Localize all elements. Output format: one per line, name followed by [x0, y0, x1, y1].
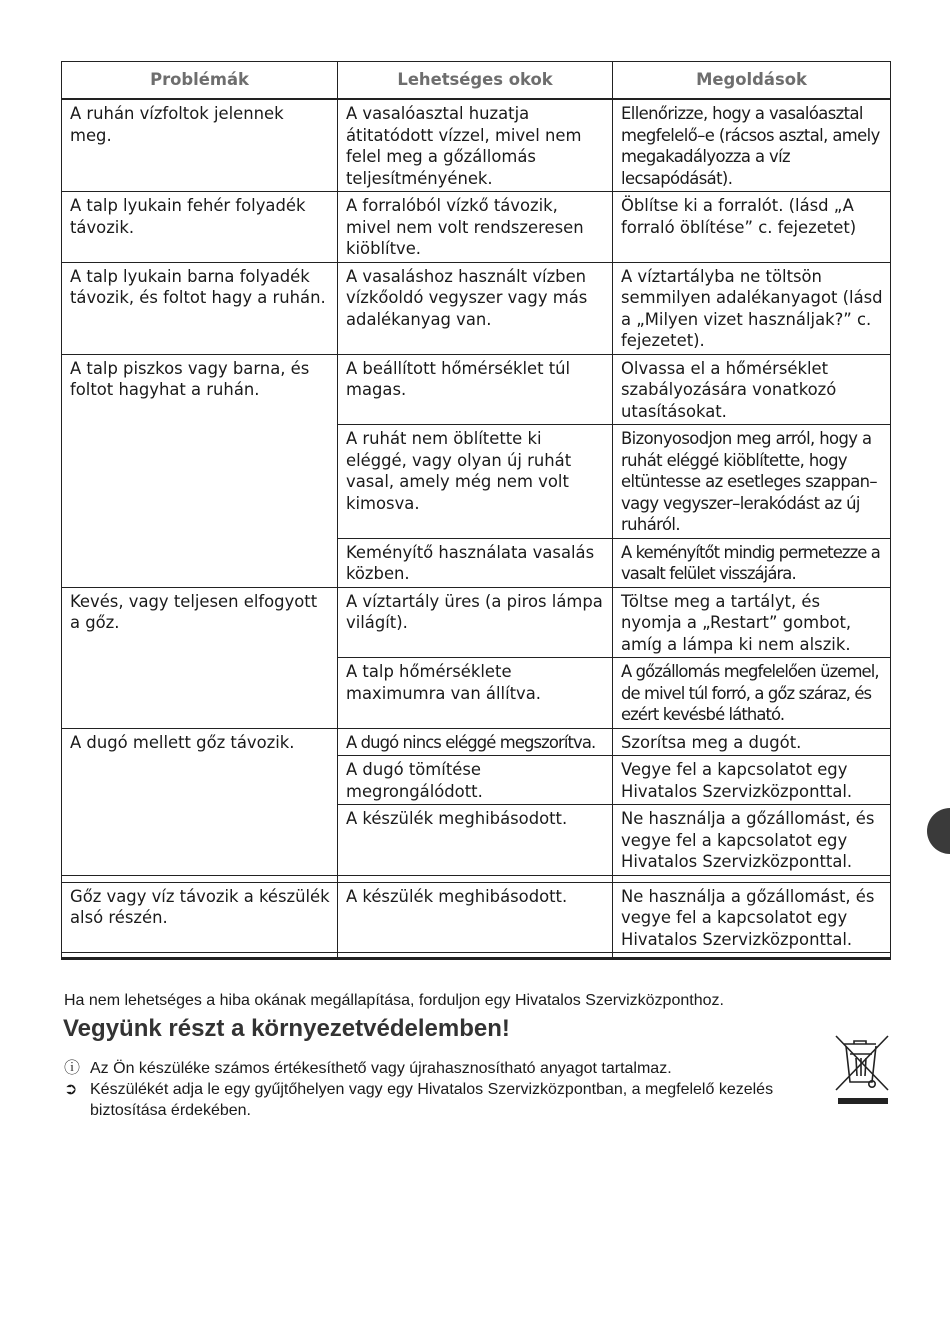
- solution-cell: A víztartályba ne töltsön semmilyen adalékanyagot (lásd a „Milyen vizet használjak?” c. fejezetet).: [613, 262, 891, 354]
- solution-cell: Ne használja a gőzállomást, és vegye fel a kapcsolatot egy Hivatalos Szervizközponttal.: [613, 882, 891, 953]
- solution-cell: A gőzállomás megfelelően üzemel, de mivel túl forró, a gőz száraz, és ezért kevésbé látható.: [613, 658, 891, 729]
- cause-cell: A ruhát nem öblítette ki eléggé, vagy olyan új ruhát vasal, amely még nem volt kimosva.: [338, 425, 613, 539]
- list-item: [64, 1058, 784, 1079]
- cause-cell: A víztartály üres (a piros lámpa világít).: [338, 587, 613, 658]
- problem-cell: A talp lyukain barna folyadék távozik, és foltot hagy a ruhán.: [62, 262, 338, 354]
- header-solutions: Megoldások: [613, 62, 891, 100]
- cause-cell: A dugó nincs eléggé megszorítva.: [338, 728, 613, 756]
- solution-cell: Öblítse ki a forralót. (lásd „A forraló öblítése” c. fejezetet): [613, 192, 891, 263]
- table-row: [62, 354, 891, 425]
- chapter-tab-marker: [927, 808, 950, 854]
- footer-note: Ha nem lehetséges a hiba okának megállapítása, forduljon egy Hivatalos Szervizközponthoz.: [64, 992, 724, 1009]
- cause-cell: A vasaláshoz használt vízben vízkőoldó vegyszer vagy más adalékanyag van.: [338, 262, 613, 354]
- solution-cell: Szorítsa meg a dugót.: [613, 728, 891, 756]
- solution-cell: Olvassa el a hőmérséklet szabályozására vonatkozó utasításokat.: [613, 354, 891, 425]
- table-header-row: [62, 62, 891, 100]
- solution-cell: Ellenőrizze, hogy a vasalóasztal megfelelő–e (rácsos asztal, amely megakadályozza a víz lecsapódását).: [613, 99, 891, 192]
- table-spacer-row: [62, 953, 891, 959]
- problem-cell: Kevés, vagy teljesen elfogyott a gőz.: [62, 587, 338, 728]
- environment-heading: Vegyünk részt a környezetvédelemben!: [63, 1015, 510, 1042]
- cause-cell: A készülék meghibásodott.: [338, 882, 613, 953]
- problem-cell: A talp piszkos vagy barna, és foltot hagyhat a ruhán.: [62, 354, 338, 587]
- header-possible-causes: Lehetséges okok: [338, 62, 613, 100]
- weee-crossed-bin-icon: [832, 1032, 892, 1106]
- table-row: [62, 262, 891, 354]
- list-item: [64, 1079, 784, 1121]
- solution-cell: Ne használja a gőzállomást, és vegye fel a kapcsolatot egy Hivatalos Szervizközponttal.: [613, 805, 891, 876]
- problem-cell: Gőz vagy víz távozik a készülék alsó részén.: [62, 882, 338, 953]
- problem-cell: A ruhán vízfoltok jelennek meg.: [62, 99, 338, 192]
- header-problems: Problémák: [62, 62, 338, 100]
- solution-cell: Bizonyosodjon meg arról, hogy a ruhát eléggé kiöblítette, hogy eltüntesse az esetleges szappan– vagy vegyszer–lerakódást az új ruháról.: [613, 425, 891, 539]
- troubleshooting-table: [61, 61, 891, 960]
- cause-cell: A talp hőmérséklete maximumra van állítva.: [338, 658, 613, 729]
- solution-cell: A keményítőt mindig permetezze a vasalt felület visszájára.: [613, 538, 891, 587]
- arrow-right-icon: ➲: [64, 1081, 78, 1098]
- table-spacer-row: [62, 875, 891, 882]
- problem-cell: A talp lyukain fehér folyadék távozik.: [62, 192, 338, 263]
- table-row: [62, 728, 891, 756]
- list-item-text: Az Ön készüléke számos értékesíthető vagy újrahasznosítható anyagot tartalmaz.: [90, 1060, 672, 1077]
- solution-cell: Töltse meg a tartályt, és nyomja a „Restart” gombot, amíg a lámpa ki nem alszik.: [613, 587, 891, 658]
- problem-cell: A dugó mellett gőz távozik.: [62, 728, 338, 875]
- cause-cell: A vasalóasztal huzatja átitatódott vízzel, mivel nem felel meg a gőzállomás teljesítményének.: [338, 99, 613, 192]
- table-row: [62, 192, 891, 263]
- cause-cell: Keményítő használata vasalás közben.: [338, 538, 613, 587]
- cause-cell: A beállított hőmérséklet túl magas.: [338, 354, 613, 425]
- list-item-text: Készülékét adja le egy gyűjtőhelyen vagy egy Hivatalos Szervizközpontban, a megfelelő kezelés biztosítása érdekében.: [90, 1081, 774, 1119]
- table-row: [62, 882, 891, 953]
- table-row: [62, 99, 891, 192]
- cause-cell: A dugó tömítése megrongálódott.: [338, 756, 613, 805]
- table-row: [62, 587, 891, 658]
- info-icon: ⓘ: [64, 1060, 81, 1077]
- solution-cell: Vegye fel a kapcsolatot egy Hivatalos Szervizközponttal.: [613, 756, 891, 805]
- environment-list: [64, 1058, 784, 1121]
- cause-cell: A készülék meghibásodott.: [338, 805, 613, 876]
- cause-cell: A forralóból vízkő távozik, mivel nem volt rendszeresen kiöblítve.: [338, 192, 613, 263]
